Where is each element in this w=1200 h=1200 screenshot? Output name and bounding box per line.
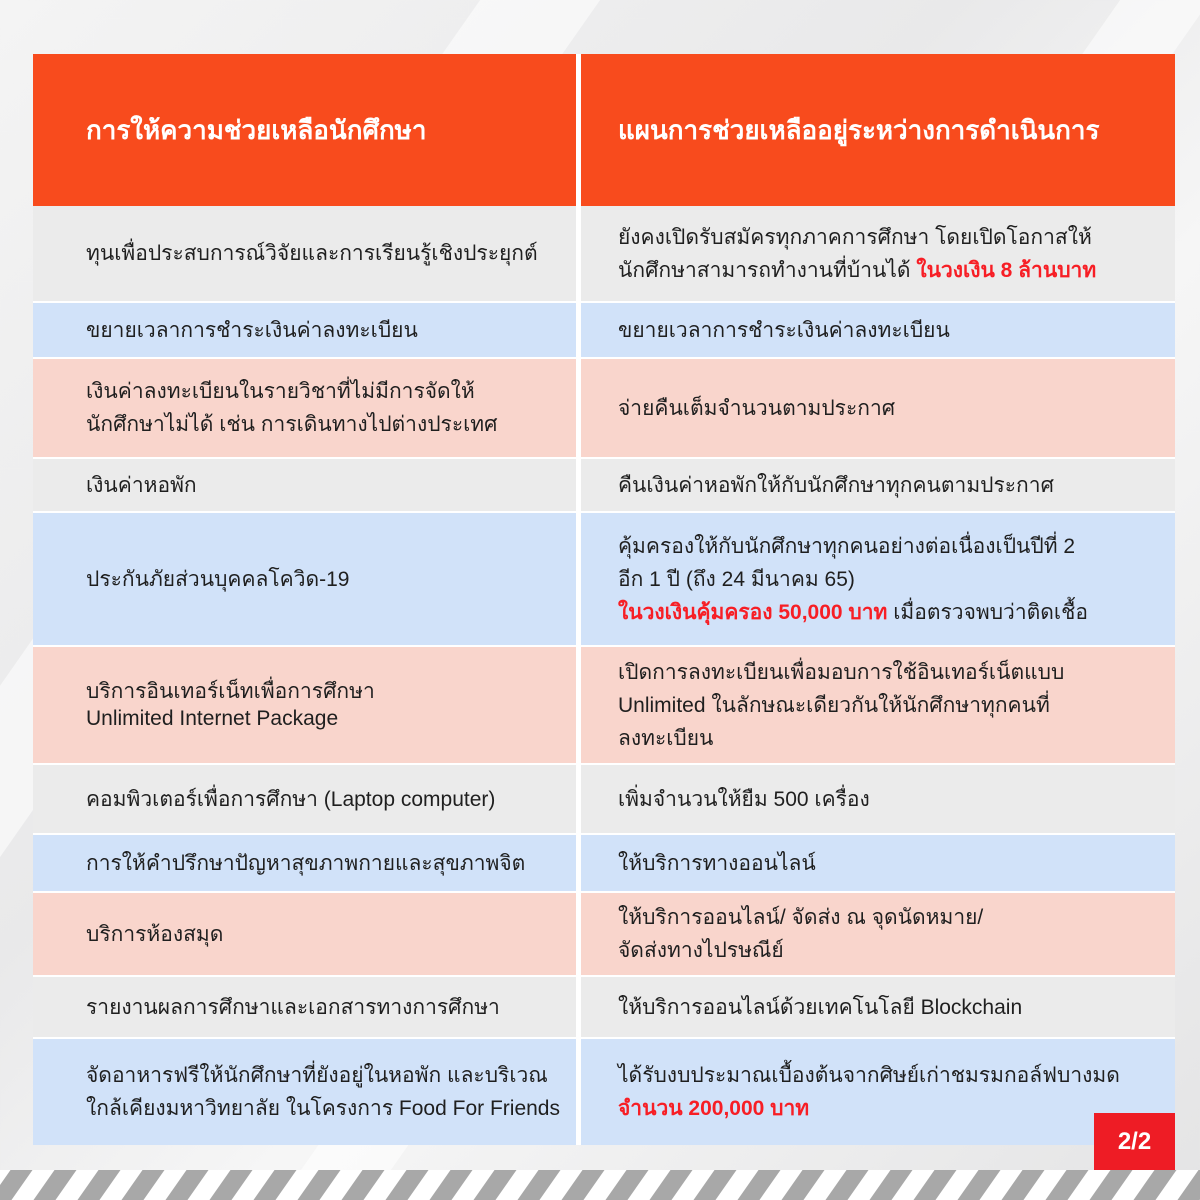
plan-text: ให้บริการออนไลน์/ จัดส่ง ณ จุดนัดหมาย/ [618, 906, 984, 929]
header-right [581, 54, 1175, 206]
stripe-decoration [605, 1170, 648, 1200]
page-indicator-badge [1094, 1113, 1175, 1170]
table-row [33, 513, 1175, 647]
plan-cell [581, 647, 1175, 763]
assistance-text: ทุนเพื่อประสบการณ์วิจัยและการเรียนรู้เชิงประยุกต์ [86, 242, 538, 265]
stripe-decoration [297, 1170, 340, 1200]
stripe-decoration [77, 1170, 120, 1200]
assistance-text: เงินค่าหอพัก [86, 473, 197, 497]
stripe-decoration [473, 1170, 516, 1200]
assistance-text: บริการอินเทอร์เน็ทเพื่อการศึกษา [86, 680, 375, 703]
plan-text: Unlimited ในลักษณะเดียวกันให้นักศึกษาทุกคนที่ [618, 693, 1050, 717]
bottom-stripe-border [0, 1170, 1200, 1200]
stripe-decoration [253, 1170, 296, 1200]
plan-text: ให้บริการทางออนไลน์ [618, 851, 816, 875]
stripe-decoration [1177, 1170, 1200, 1200]
assistance-text: นักศึกษาไม่ได้ เช่น การเดินทางไปต่างประเทศ [86, 413, 498, 436]
assistance-cell [33, 513, 581, 645]
assistance-text: บริการห้องสมุด [86, 922, 224, 946]
assistance-cell [33, 765, 581, 833]
table-row [33, 977, 1175, 1039]
plan-highlight: ในวงเงิน 8 ล้านบาท [916, 258, 1097, 282]
plan-cell [581, 459, 1175, 511]
assistance-cell [33, 977, 581, 1037]
assistance-text: ใกล้เคียงมหาวิทยาลัย ในโครงการ Food For Friends [86, 1097, 560, 1120]
stripe-decoration [869, 1170, 912, 1200]
table-row [33, 359, 1175, 459]
assistance-cell [33, 459, 581, 511]
assistance-text: ขยายเวลาการชำระเงินค่าลงทะเบียน [86, 318, 418, 342]
plan-text: เพิ่มจำนวนให้ยืม 500 เครื่อง [618, 787, 870, 811]
table-row [33, 1039, 1175, 1145]
plan-cell [581, 977, 1175, 1037]
plan-text: เมื่อตรวจพบว่าติดเชื้อ [887, 600, 1088, 624]
table-row [33, 206, 1175, 303]
stripe-decoration [561, 1170, 604, 1200]
stripe-decoration [1001, 1170, 1044, 1200]
stripe-decoration [517, 1170, 560, 1200]
plan-highlight: จำนวน 200,000 บาท [618, 1097, 810, 1120]
assistance-text: ประกันภัยส่วนบุคคลโควิด-19 [86, 567, 350, 591]
stripe-decoration [781, 1170, 824, 1200]
assistance-cell [33, 206, 581, 301]
stripe-decoration [693, 1170, 736, 1200]
table-row [33, 459, 1175, 513]
table-header [33, 54, 1175, 206]
plan-text: เปิดการลงทะเบียนเพื่อมอบการใช้อินเทอร์เน็ตแบบ [618, 660, 1065, 684]
plan-text: คุ้มครองให้กับนักศึกษาทุกคนอย่างต่อเนื่องเป็นปีที่ 2 [618, 534, 1076, 558]
plan-text: ยังคงเปิดรับสมัครทุกภาคการศึกษา โดยเปิดโอกาสให้ [618, 225, 1092, 249]
assistance-text: จัดอาหารฟรีให้นักศึกษาที่ยังอยู่ในหอพัก และบริเวณ [86, 1064, 548, 1087]
plan-text: ลงทะเบียน [618, 726, 714, 750]
stripe-decoration [165, 1170, 208, 1200]
stripe-decoration [913, 1170, 956, 1200]
assistance-text: คอมพิวเตอร์เพื่อการศึกษา (Laptop computer) [86, 787, 496, 811]
plan-text: คืนเงินค่าหอพักให้กับนักศึกษาทุกคนตามประกาศ [618, 473, 1054, 497]
assistance-cell [33, 1039, 581, 1145]
plan-text: นักศึกษาสามารถทำงานที่บ้านได้ [618, 258, 911, 282]
plan-text: จัดส่งทางไปรษณีย์ [618, 939, 784, 962]
assistance-cell [33, 835, 581, 891]
page-indicator-text: 2/2 [1117, 1127, 1152, 1155]
plan-cell [581, 765, 1175, 833]
table-row [33, 893, 1175, 977]
plan-cell [581, 835, 1175, 891]
stripe-decoration [385, 1170, 428, 1200]
assistance-cell [33, 893, 581, 975]
header-right-title: แผนการช่วยเหลืออยู่ระหว่างการดำเนินการ [618, 114, 1100, 145]
stripe-decoration [1089, 1170, 1132, 1200]
stripe-decoration [0, 1170, 33, 1200]
stripe-decoration [1045, 1170, 1088, 1200]
stripe-decoration [33, 1170, 76, 1200]
assistance-text: การให้คำปรึกษาปัญหาสุขภาพกายและสุขภาพจิต [86, 851, 526, 875]
stripe-decoration [1133, 1170, 1176, 1200]
plan-cell [581, 513, 1175, 645]
table-row [33, 303, 1175, 359]
stripe-decoration [429, 1170, 472, 1200]
plan-text: จ่ายคืนเต็มจำนวนตามประกาศ [618, 396, 896, 420]
table-row [33, 835, 1175, 893]
assistance-table [33, 54, 1175, 1145]
assistance-text: Unlimited Internet Package [86, 707, 339, 730]
table-row [33, 647, 1175, 765]
plan-text: อีก 1 ปี (ถึง 24 มีนาคม 65) [618, 567, 855, 591]
assistance-cell [33, 359, 581, 457]
header-left-title: การให้ความช่วยเหลือนักศึกษา [86, 114, 427, 145]
plan-cell [581, 359, 1175, 457]
table-row [33, 765, 1175, 835]
plan-highlight: ในวงเงินคุ้มครอง 50,000 บาท [618, 600, 888, 624]
assistance-text: เงินค่าลงทะเบียนในรายวิชาที่ไม่มีการจัดให้ [86, 380, 475, 403]
assistance-cell [33, 647, 581, 763]
stripe-decoration [649, 1170, 692, 1200]
plan-cell [581, 206, 1175, 301]
assistance-text: รายงานผลการศึกษาและเอกสารทางการศึกษา [86, 995, 500, 1019]
stripe-decoration [209, 1170, 252, 1200]
stripe-decoration [825, 1170, 868, 1200]
plan-text: ให้บริการออนไลน์ด้วยเทคโนโลยี Blockchain [618, 995, 1023, 1019]
plan-text: ได้รับงบประมาณเบื้องต้นจากศิษย์เก่าชมรมกอล์ฟบางมด [618, 1064, 1120, 1087]
assistance-cell [33, 303, 581, 357]
plan-cell [581, 1039, 1175, 1145]
header-left [33, 54, 581, 206]
stripe-decoration [737, 1170, 780, 1200]
plan-cell [581, 893, 1175, 975]
plan-text: ขยายเวลาการชำระเงินค่าลงทะเบียน [618, 318, 950, 342]
stripe-decoration [957, 1170, 1000, 1200]
stripe-decoration [341, 1170, 384, 1200]
stripe-decoration [121, 1170, 164, 1200]
plan-cell [581, 303, 1175, 357]
